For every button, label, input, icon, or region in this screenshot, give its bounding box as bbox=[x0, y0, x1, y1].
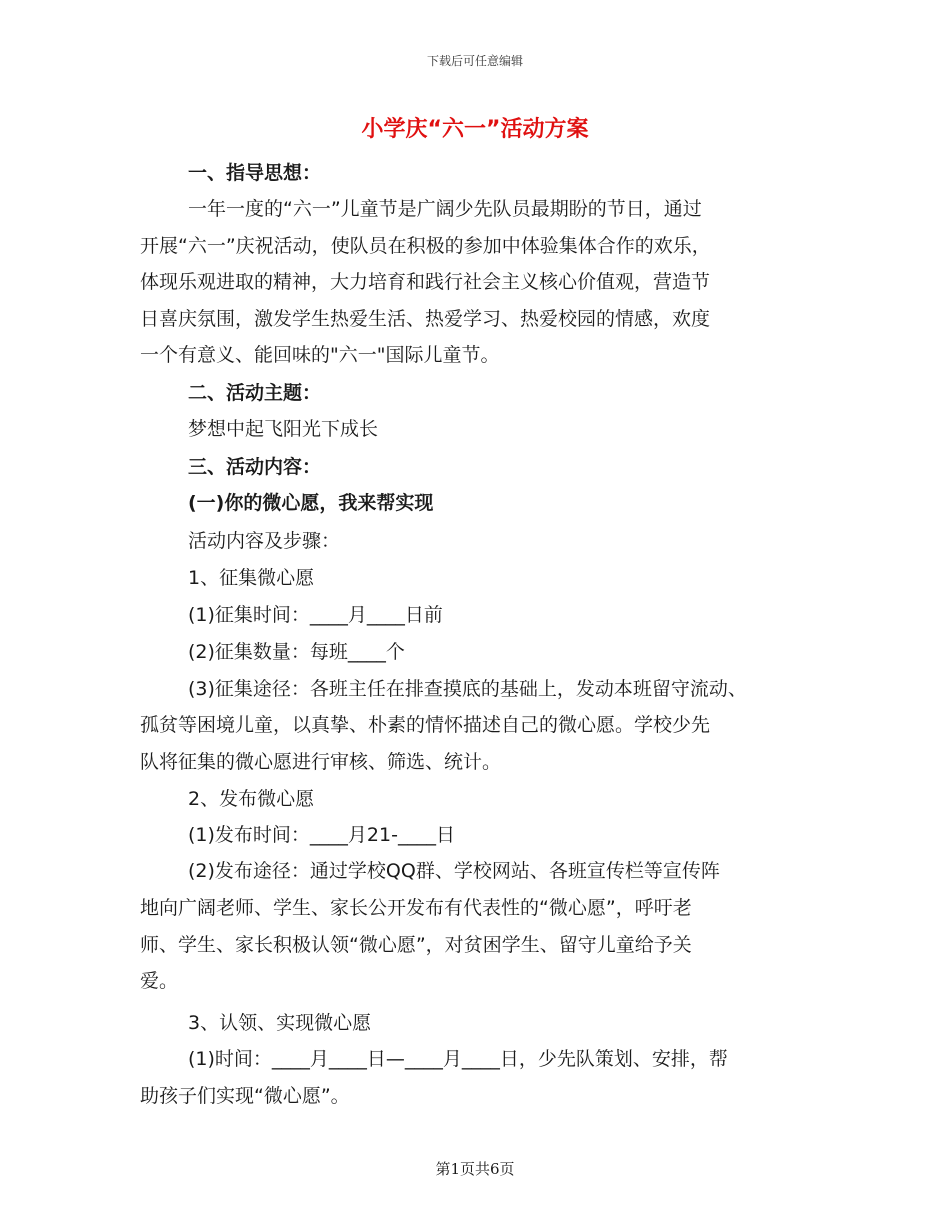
step-heading: 1、征集微心愿 bbox=[188, 567, 315, 589]
paragraph-line: 开展“六一”庆祝活动，使队员在积极的参加中体验集体合作的欢乐， bbox=[140, 235, 711, 257]
paragraph-line: 体现乐观进取的精神，大力培育和践行社会主义核心价值观，营造节 bbox=[140, 271, 711, 293]
step-heading: 2、发布微心愿 bbox=[188, 788, 315, 810]
paragraph-line: 活动内容及步骤： bbox=[188, 530, 341, 552]
section-heading-theme: 二、活动主题： bbox=[188, 382, 322, 404]
paragraph-line: 日喜庆氛围，激发学生热爱生活、热爱学习、热爱校园的情感，欢度 bbox=[140, 308, 711, 330]
theme-text: 梦想中起飞阳光下成长 bbox=[188, 418, 379, 440]
step-heading: 3、认领、实现微心愿 bbox=[188, 1012, 372, 1034]
section-heading-guiding-thought: 一、指导思想： bbox=[188, 162, 322, 184]
paragraph-line: 孤贫等困境儿童，以真挚、朴素的情怀描述自己的微心愿。学校少先 bbox=[140, 714, 711, 736]
section-heading-content: 三、活动内容： bbox=[188, 456, 322, 478]
subsection-heading: (一)你的微心愿，我来帮实现 bbox=[188, 492, 434, 514]
paragraph-line: 地向广阔老师、学生、家长公开发布有代表性的“微心愿”，呼吁老 bbox=[140, 897, 692, 919]
paragraph-line: 队将征集的微心愿进行审核、筛选、统计。 bbox=[140, 751, 502, 773]
paragraph-line: 助孩子们实现“微心愿”。 bbox=[140, 1085, 350, 1107]
list-item: (1)征集时间：____月____日前 bbox=[188, 604, 443, 626]
page-header-note: 下载后可任意编辑 bbox=[426, 54, 523, 68]
list-item: (2)发布途径：通过学校QQ群、学校网站、各班宣传栏等宣传阵 bbox=[188, 860, 720, 882]
list-item: (1)发布时间：____月21-____日 bbox=[188, 824, 455, 846]
paragraph-line: 师、学生、家长积极认领“微心愿”，对贫困学生、留守儿童给予关 bbox=[140, 934, 692, 956]
list-item: (2)征集数量：每班____个 bbox=[188, 641, 405, 663]
paragraph-line: 一个有意义、能回味的"六一"国际儿童节。 bbox=[140, 344, 500, 366]
paragraph-line: 一年一度的“六一”儿童节是广阔少先队员最期盼的节日，通过 bbox=[188, 198, 702, 220]
list-item: (3)征集途径：各班主任在排查摸底的基础上，发动本班留守流动、 bbox=[188, 678, 747, 700]
paragraph-line: 爱。 bbox=[140, 970, 179, 992]
page-number-footer: 第1页共6页 bbox=[435, 1160, 515, 1178]
list-item: (1)时间：____月____日—____月____日，少先队策划、安排，帮 bbox=[188, 1048, 728, 1070]
document-title: 小学庆“六一”活动方案 bbox=[361, 117, 589, 142]
